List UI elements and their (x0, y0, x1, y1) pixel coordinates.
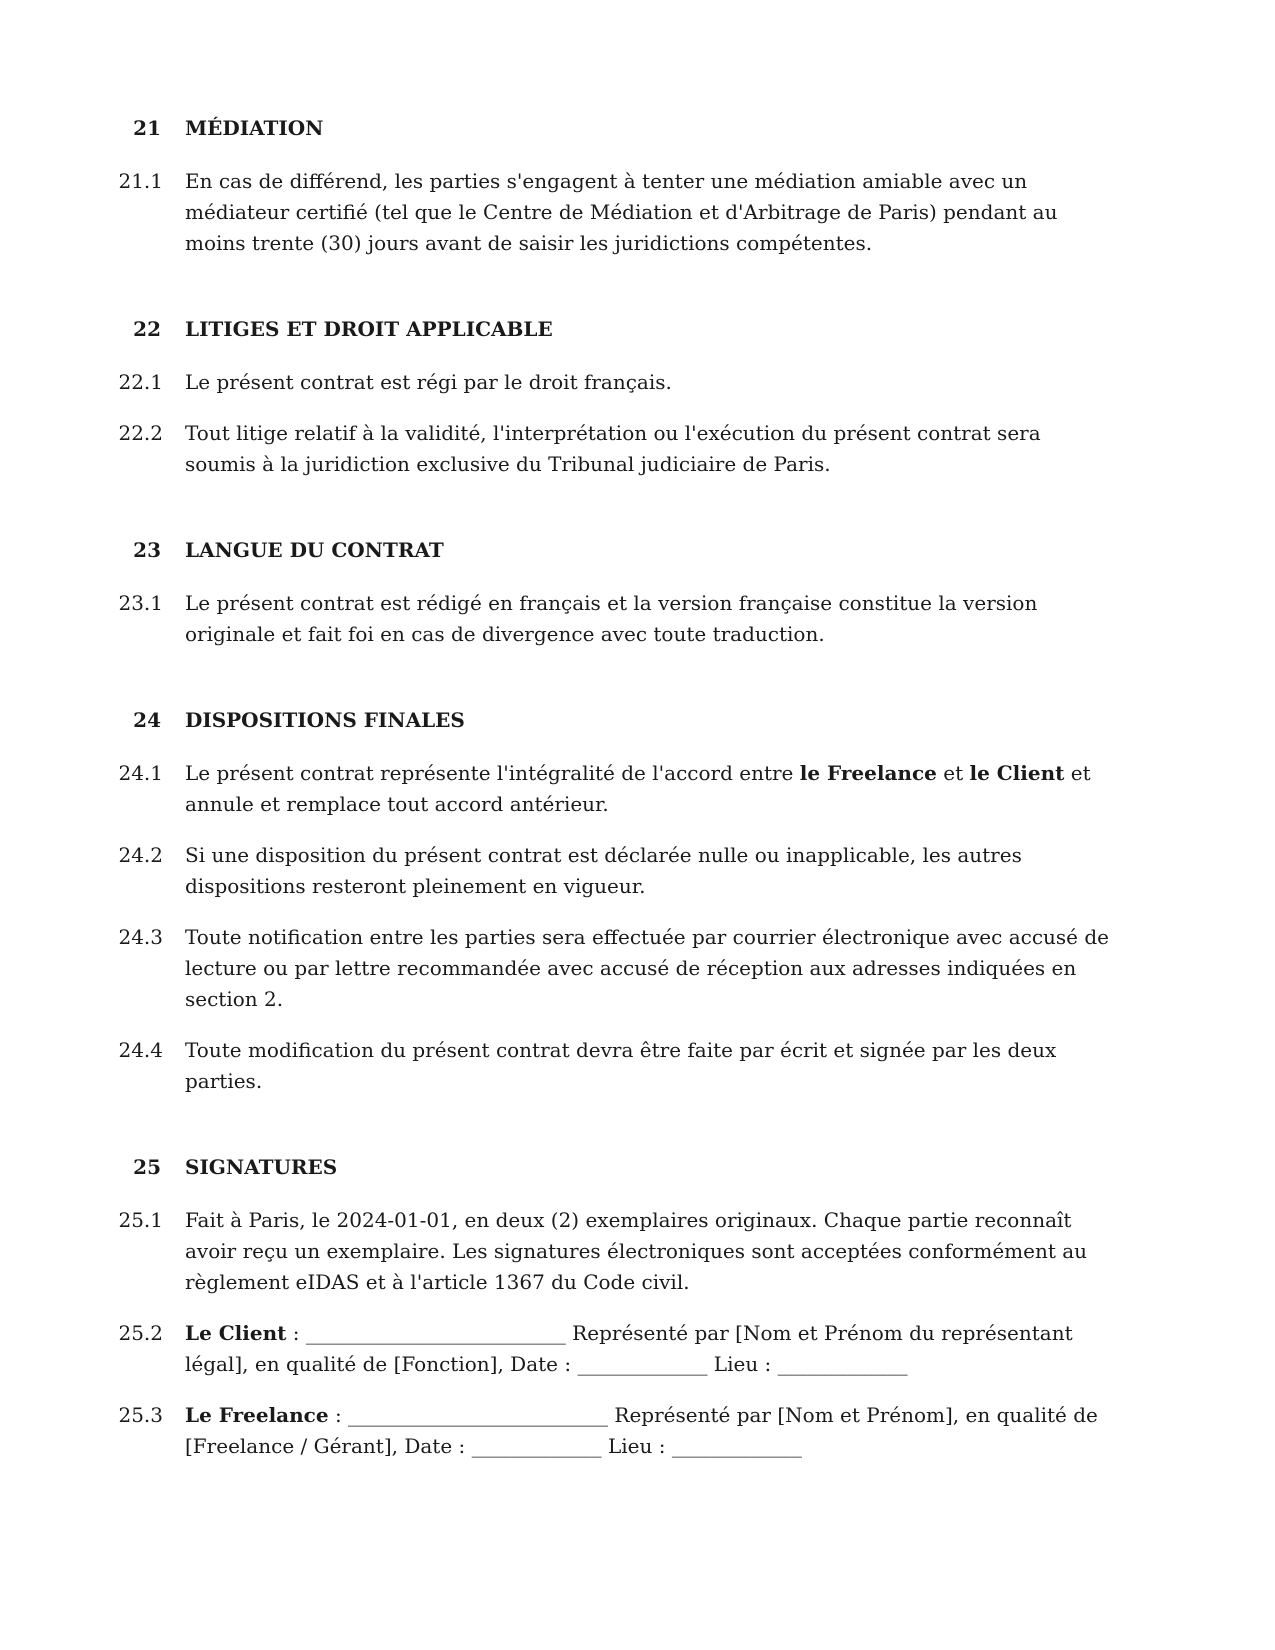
section-number: 23 (133, 538, 161, 562)
clause-number: 23.1 (118, 591, 163, 615)
clause-25-3 (0, 1400, 1275, 1462)
section-number: 24 (133, 708, 161, 732)
party-name-client: le Client (969, 761, 1065, 785)
signature-block-freelance (185, 1400, 1115, 1462)
clause-24-2 (0, 840, 1275, 902)
clause-24-4 (0, 1035, 1275, 1097)
section-heading (0, 538, 1275, 568)
clause-21-1 (0, 166, 1275, 259)
clause-24-3 (0, 922, 1275, 1015)
clause-22-1 (0, 367, 1275, 398)
clause-number: 25.2 (118, 1321, 163, 1345)
clause-number: 21.1 (118, 169, 163, 193)
section-heading (0, 317, 1275, 347)
clause-text: Si une disposition du présent contrat est déclarée nulle ou inapplicable, les autres dispositions resteront pleinement en vigueur. (185, 843, 1022, 898)
section-title: LANGUE DU CONTRAT (185, 538, 444, 562)
section-number: 22 (133, 317, 161, 341)
clause-text (185, 758, 1115, 820)
section-25 (0, 1155, 1275, 1462)
section-heading (0, 116, 1275, 146)
clause-number: 24.3 (118, 925, 163, 949)
section-title: DISPOSITIONS FINALES (185, 708, 465, 732)
signature-block-client (185, 1318, 1115, 1380)
clause-text: Toute modification du présent contrat devra être faite par écrit et signée par les deux parties. (185, 1038, 1057, 1093)
section-number: 21 (133, 116, 161, 140)
clause-text: Toute notification entre les parties sera effectuée par courrier électronique avec accusé de lecture ou par lettre recommandée avec accusé de réception aux adresses indiquées en section 2. (185, 925, 1110, 1011)
signature-line-text: : __________________________ Représenté par [Nom et Prénom du représentant légal], en qualité de [Fonction], Date : _____________ Lieu : _____________ (185, 1321, 1073, 1376)
clause-number: 24.4 (118, 1038, 163, 1062)
party-name-freelance: Le Freelance (185, 1403, 329, 1427)
clause-number: 25.1 (118, 1208, 163, 1232)
clause-text-part: et annule et remplace tout accord antérieur. (185, 761, 1091, 816)
clause-number: 24.1 (118, 761, 163, 785)
section-heading (0, 1155, 1275, 1185)
section-title: MÉDIATION (185, 116, 324, 140)
section-title: SIGNATURES (185, 1155, 338, 1179)
party-name-freelance: le Freelance (799, 761, 937, 785)
section-24 (0, 708, 1275, 1097)
clause-text-part: et (936, 761, 970, 785)
section-heading (0, 708, 1275, 738)
clause-text: Tout litige relatif à la validité, l'interprétation ou l'exécution du présent contrat sera soumis à la juridiction exclusive du Tribunal judiciaire de Paris. (185, 421, 1041, 476)
section-title: LITIGES ET DROIT APPLICABLE (185, 317, 553, 341)
clause-number: 24.2 (118, 843, 163, 867)
clause-25-2 (0, 1318, 1275, 1380)
clause-24-1 (0, 758, 1275, 820)
clause-25-1 (0, 1205, 1275, 1298)
section-21 (0, 116, 1275, 259)
clause-number: 25.3 (118, 1403, 163, 1427)
section-22 (0, 317, 1275, 480)
clause-number: 22.1 (118, 370, 163, 394)
party-name-client: Le Client (185, 1321, 287, 1345)
section-number: 25 (133, 1155, 161, 1179)
clause-23-1 (0, 588, 1275, 650)
section-23 (0, 538, 1275, 650)
clause-text: Fait à Paris, le 2024-01-01, en deux (2) exemplaires originaux. Chaque partie reconnaît avoir reçu un exemplaire. Les signatures électroniques sont acceptées conformément au règlement eIDAS et à l'article 1367 du Code civil. (185, 1208, 1088, 1294)
clause-text: En cas de différend, les parties s'engagent à tenter une médiation amiable avec un médiateur certifié (tel que le Centre de Médiation et d'Arbitrage de Paris) pendant au moins trente (30) jours avant de saisir les juridictions compétentes. (185, 169, 1058, 255)
signature-line-text: : __________________________ Représenté par [Nom et Prénom], en qualité de [Freelance / Gérant], Date : _____________ Lieu : _____________ (185, 1403, 1098, 1458)
clause-text-part: Le présent contrat représente l'intégralité de l'accord entre (185, 761, 800, 785)
clause-number: 22.2 (118, 421, 163, 445)
clause-22-2 (0, 418, 1275, 480)
clause-text: Le présent contrat est rédigé en français et la version française constitue la version originale et fait foi en cas de divergence avec toute traduction. (185, 591, 1038, 646)
clause-text: Le présent contrat est régi par le droit français. (185, 370, 672, 394)
